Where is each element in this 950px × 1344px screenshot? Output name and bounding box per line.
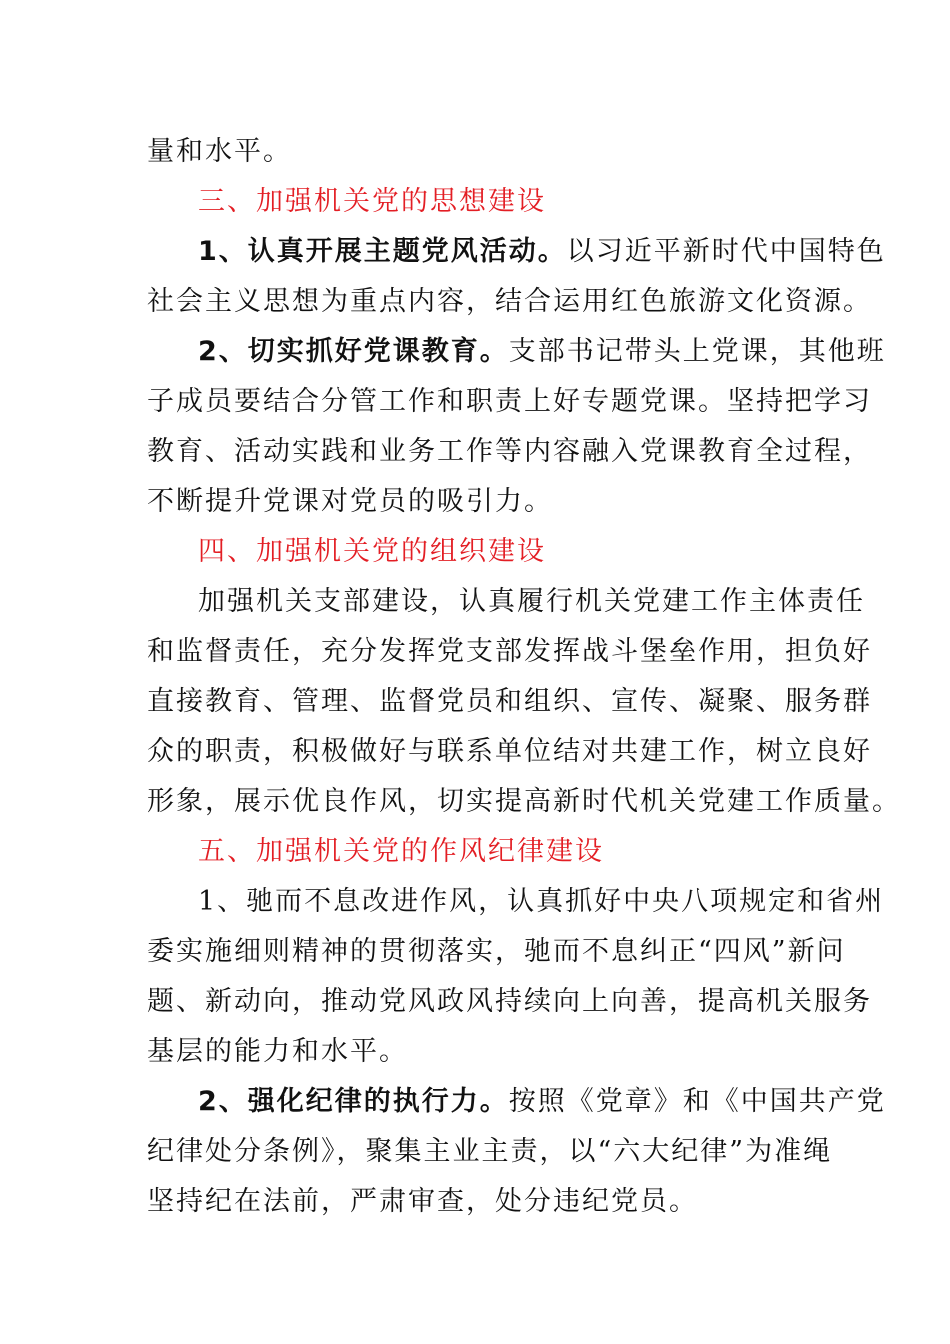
- body-text-line: 量和水平。: [147, 136, 292, 167]
- body-text-line: 1、驰而不息改进作风，认真抓好中央八项规定和省州: [198, 886, 885, 917]
- section-heading-4: 四、加强机关党的组织建设: [198, 536, 546, 567]
- body-text-line: 直接教育、管理、监督党员和组织、宣传、凝聚、服务群: [147, 686, 872, 717]
- item-5-2-text: 按照《党章》和《中国共产党: [508, 1086, 886, 1117]
- body-text-line: 纪律处分条例》，聚集主业主责，以“六大纪律”为准绳: [147, 1136, 833, 1167]
- section-heading-5: 五、加强机关党的作风纪律建设: [198, 836, 604, 867]
- item-3-2-line: [198, 333, 886, 371]
- body-text-line: 形象，展示优良作风，切实提高新时代机关党建工作质量。: [147, 786, 901, 817]
- item-5-2-line: [198, 1083, 886, 1121]
- body-text-line: 教育、活动实践和业务工作等内容融入党课教育全过程，: [147, 436, 872, 467]
- item-3-1-line: [198, 233, 886, 271]
- body-text-line: 基层的能力和水平。: [147, 1036, 408, 1067]
- body-text-line: 和监督责任，充分发挥党支部发挥战斗堡垒作用，担负好: [147, 636, 872, 667]
- item-3-1-title: 1、认真开展主题党风活动。: [198, 236, 567, 267]
- item-5-2-title: 2、强化纪律的执行力。: [198, 1086, 509, 1117]
- body-text-line: 委实施细则精神的贯彻落实，驰而不息纠正“四风”新问: [147, 936, 846, 967]
- item-3-1-text: 以习近平新时代中国特色: [566, 236, 886, 267]
- body-text-line: 题、新动向，推动党风政风持续向上向善，提高机关服务: [147, 986, 872, 1017]
- body-text-line: 子成员要结合分管工作和职责上好专题党课。坚持把学习: [147, 386, 872, 417]
- item-3-2-title: 2、切实抓好党课教育。: [198, 336, 509, 367]
- body-text-line: 社会主义思想为重点内容，结合运用红色旅游文化资源。: [147, 286, 872, 317]
- body-text-line: 不断提升党课对党员的吸引力。: [147, 486, 553, 517]
- body-text-line: 加强机关支部建设，认真履行机关党建工作主体责任: [198, 586, 865, 617]
- item-3-2-text: 支部书记带头上党课，其他班: [508, 336, 886, 367]
- body-text-line: 众的职责，积极做好与联系单位结对共建工作，树立良好: [147, 736, 872, 767]
- section-heading-3: 三、加强机关党的思想建设: [198, 186, 546, 217]
- body-text-line: 坚持纪在法前，严肃审查，处分违纪党员。: [147, 1186, 698, 1217]
